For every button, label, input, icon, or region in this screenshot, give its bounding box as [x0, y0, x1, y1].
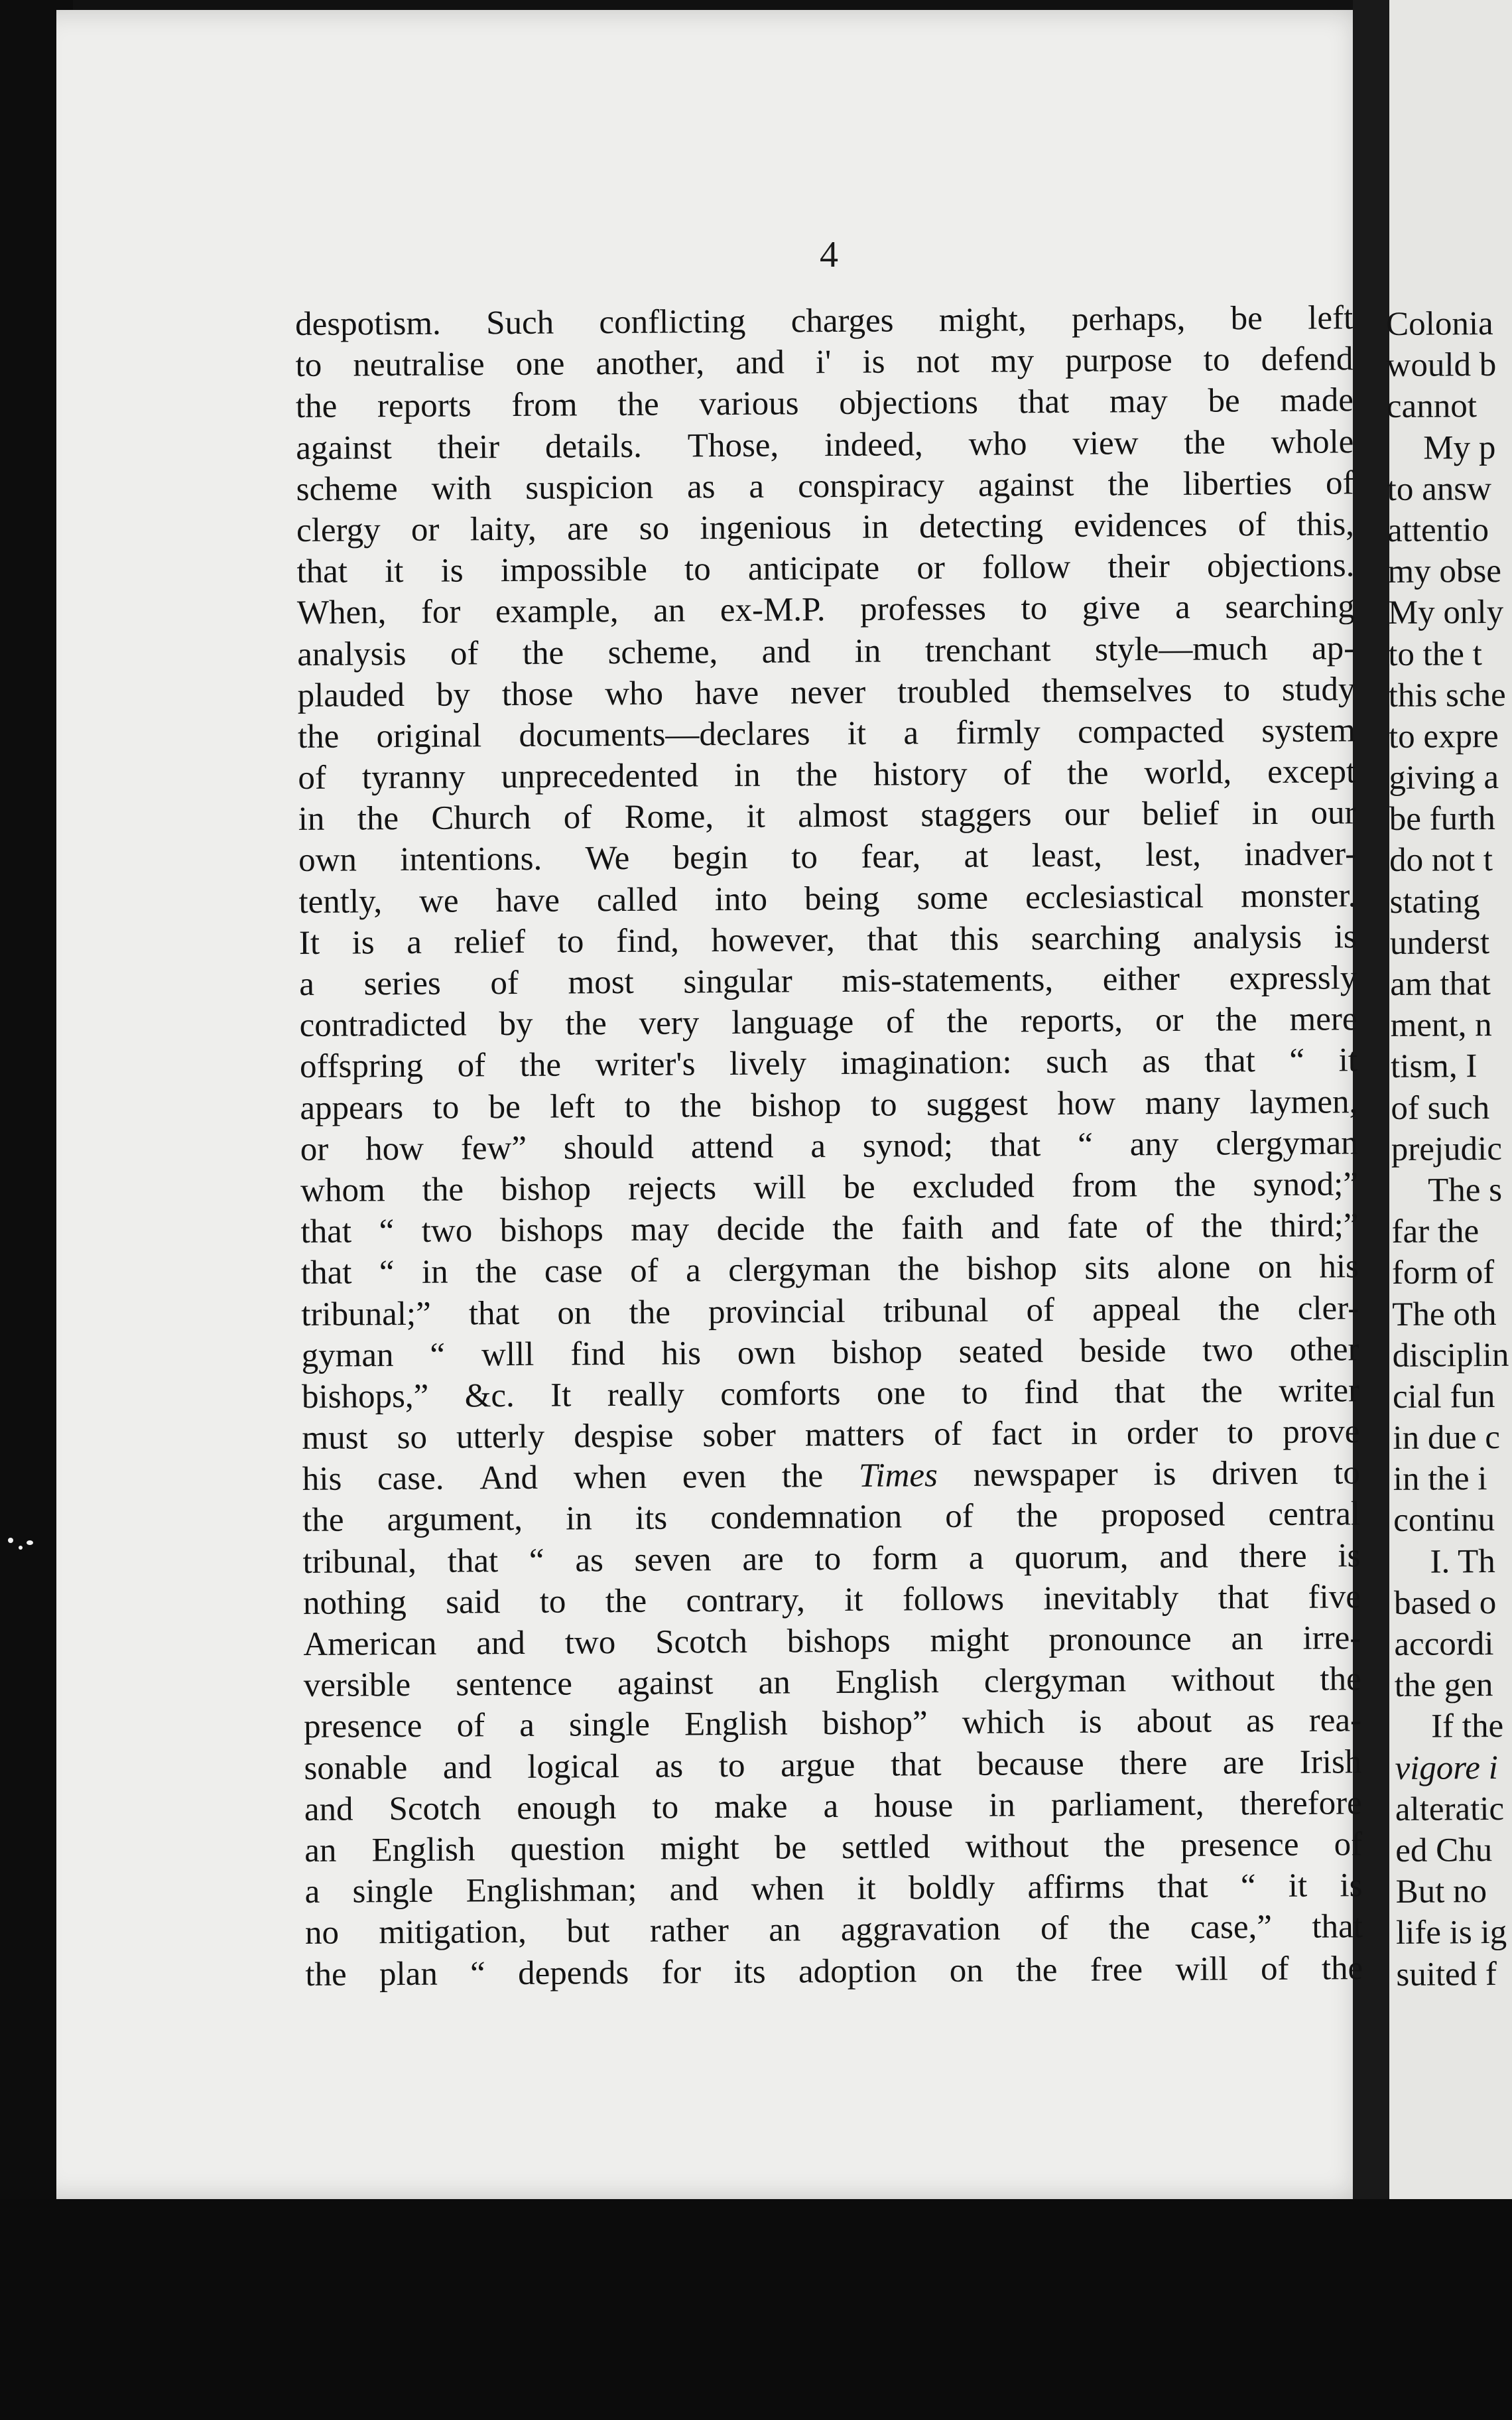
text-line: no mitigation, but rather an aggravation of the case,” that [304, 1908, 1363, 1952]
facing-text-line: suited f [1396, 1955, 1497, 1993]
text-line: versible sentence against an English clergyman without the [303, 1660, 1361, 1705]
text-line: When, for example, an ex-M.P. professes to give a searching [296, 588, 1355, 632]
facing-text-line: would b [1386, 346, 1497, 385]
text-line: an English question might be settled without the presence of [304, 1826, 1363, 1869]
facing-text-line: accordi [1394, 1625, 1494, 1663]
facing-page-text [1386, 302, 1512, 1995]
facing-text-line: prejudic [1391, 1130, 1503, 1168]
facing-text-line: I. Th [1430, 1542, 1495, 1581]
text-line: and Scotch enough to make a house in parliament, therefore [304, 1784, 1362, 1828]
facing-text-line: to expre [1388, 717, 1499, 756]
text-line: that it is impossible to anticipate or follow their objections. [296, 547, 1355, 591]
facing-text-line: in the i [1393, 1460, 1487, 1499]
body-text [295, 297, 1363, 1995]
facing-text-line: form of [1391, 1254, 1495, 1292]
facing-text-line: cial fun [1392, 1377, 1495, 1416]
facing-text-line: My only [1387, 594, 1504, 632]
text-line: the plan “ depends for its adoption on the free will of the [305, 1949, 1363, 1993]
text-line: scheme with suspicion as a conspiracy against the liberties of [296, 464, 1354, 508]
scan-speck [19, 1546, 23, 1550]
text-line: the argument, in its condemnation of the proposed central [302, 1495, 1361, 1540]
text-line: to neutralise one another, and i' is not my purpose to defend [295, 340, 1354, 385]
text-line: gyman “ wlll find his own bishop seated beside two other [301, 1330, 1359, 1375]
text-line: nothing said to the contrary, it follows inevitably that five [302, 1578, 1361, 1622]
facing-text-line: to answ [1387, 470, 1492, 508]
text-line: clergy or laity, are so ingenious in detecting evidences of this, [296, 505, 1355, 549]
facing-text-line: in due c [1393, 1419, 1501, 1457]
text-line: American and two Scotch bishops might pronounce an irre- [303, 1619, 1361, 1663]
text-line: in the Church of Rome, it almost staggers our belief in our [298, 794, 1356, 839]
text-line: the reports from the various objections that may be made [295, 381, 1354, 426]
facing-text-line: The oth [1392, 1295, 1497, 1333]
facing-text-line: based o [1393, 1583, 1497, 1622]
facing-text-line: the gen [1394, 1666, 1493, 1705]
scan-speck [27, 1540, 33, 1545]
facing-text-line: this sche [1388, 676, 1506, 714]
facing-text-line: My p [1423, 429, 1496, 467]
text-line: tribunal;” that on the provincial tribunal of appeal the cler- [301, 1289, 1359, 1333]
text-line: contradicted by the very language of the reports, or the mere [299, 1000, 1357, 1045]
facing-text-line: giving a [1389, 759, 1499, 797]
text-line: the original documents—declares it a firmly compacted system [297, 712, 1356, 756]
text-line: presence of a single English bishop” which is about as rea- [303, 1702, 1362, 1746]
text-line: that “ two bishops may decide the faith and fate of the third;” [300, 1207, 1359, 1251]
facing-text-line: cannot [1386, 387, 1478, 426]
facing-text-line: alteratic [1395, 1790, 1505, 1828]
text-line: appears to be left to the bishop to suggest how many laymen, [300, 1083, 1358, 1127]
text-line: bishops,” &c. It really comforts one to find that the writer [301, 1372, 1360, 1416]
facing-text-line: vigore i [1395, 1749, 1498, 1787]
text-line: a series of most singular mis-statements, either expressly [299, 959, 1357, 1003]
text-line: plauded by those who have never troubled themselves to study [297, 670, 1355, 714]
facing-text-line: far the [1391, 1213, 1480, 1251]
text-line: despotism. Such conflicting charges might, perhaps, be left [295, 299, 1354, 343]
facing-text-line: But no [1395, 1873, 1487, 1911]
facing-text-line: stating [1389, 882, 1480, 921]
text-line: a single Englishman; and when it boldly affirms that “ it is [304, 1867, 1363, 1911]
page-number: 4 [820, 234, 838, 275]
facing-text-line: do not t [1389, 841, 1493, 880]
text-line: his case. And when even the Times newspaper is driven to [302, 1454, 1360, 1499]
text-line: of tyranny unprecedented in the history of the world, except [298, 753, 1356, 797]
text-line: analysis of the scheme, and in trenchant style—much ap- [297, 629, 1355, 673]
facing-text-line: ment, n [1390, 1006, 1492, 1045]
text-line: sonable and logical as to argue that because there are Irish [304, 1743, 1362, 1787]
facing-text-line: ed Chu [1395, 1832, 1493, 1869]
scan-speck [8, 1538, 13, 1543]
text-line: whom the bishop rejects will be excluded from the synod;” [300, 1166, 1359, 1209]
facing-text-line: continu [1393, 1501, 1495, 1540]
text-line: offspring of the writer's lively imagination: such as that “ it [299, 1042, 1358, 1086]
text-line: own intentions. We begin to fear, at least, lest, inadver- [298, 835, 1357, 880]
scan-border-bottom [0, 2199, 1512, 2420]
text-line: or how few” should attend a synod; that “ any clergyman [300, 1124, 1358, 1168]
facing-text-line: tism, I [1390, 1047, 1478, 1086]
facing-text-line: Colonia [1386, 305, 1493, 343]
facing-text-line: to the t [1388, 635, 1483, 673]
facing-text-line: of such [1391, 1089, 1490, 1127]
facing-text-line: disciplin [1392, 1336, 1509, 1375]
facing-text-line: attentio [1387, 511, 1489, 549]
text-line: must so utterly despise sober matters of fact in order to prove [302, 1413, 1360, 1457]
text-line: that “ in the case of a clergyman the bishop sits alone on his [300, 1248, 1359, 1292]
facing-text-line: be furth [1389, 800, 1495, 839]
facing-text-line: If the [1430, 1708, 1504, 1745]
text-line: tribunal, that “ as seven are to form a quorum, and there is [302, 1536, 1361, 1581]
text-line: It is a relief to find, however, that this searching analysis is [298, 918, 1357, 962]
text-line: against their details. Those, indeed, who view the whole [296, 423, 1354, 467]
facing-text-line: my obse [1387, 553, 1502, 591]
facing-text-line: underst [1389, 923, 1490, 962]
text-line: tently, we have called into being some ecclesiastical monster. [298, 876, 1357, 921]
facing-text-line: The s [1427, 1171, 1503, 1209]
facing-text-line: life is ig [1395, 1914, 1507, 1952]
facing-text-line: am that [1390, 965, 1491, 1003]
